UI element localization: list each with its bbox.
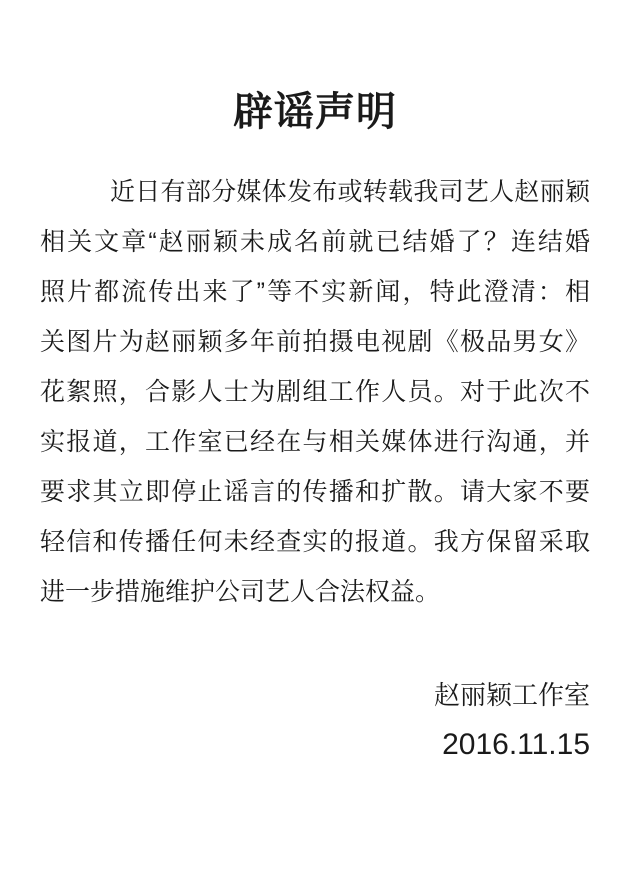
paragraph-line-4: 关图片为赵丽颖多年前拍摄电视剧《极品男女》	[40, 328, 590, 356]
paragraph-line-6: 实报道，工作室已经在与相关媒体进行沟通，并	[40, 428, 590, 456]
paragraph-line-9: 进一步措施维护公司艺人合法权益。	[40, 578, 441, 606]
paragraph-line-8: 轻信和传播任何未经查实的报道。我方保留采取	[40, 528, 590, 556]
paragraph-line-5: 花絮照，合影人士为剧组工作人员。对于此次不	[40, 378, 590, 406]
paragraph-line-1: 近日有部分媒体发布或转载我司艺人赵丽颖	[110, 178, 590, 206]
paragraph-line-3: 照片都流传出来了”等不实新闻，特此澄清：相	[40, 278, 590, 306]
signature-date: 2016.11.15	[442, 728, 590, 761]
paragraph-line-7: 要求其立即停止谣言的传播和扩散。请大家不要	[40, 478, 590, 506]
statement-title: 辟谣声明	[233, 90, 397, 134]
signature-name: 赵丽颖工作室	[433, 680, 590, 710]
statement-body	[40, 167, 590, 617]
paragraph-line-2: 相关文章“赵丽颖未成名前就已结婚了？连结婚	[40, 228, 590, 256]
signature-block	[40, 670, 590, 770]
